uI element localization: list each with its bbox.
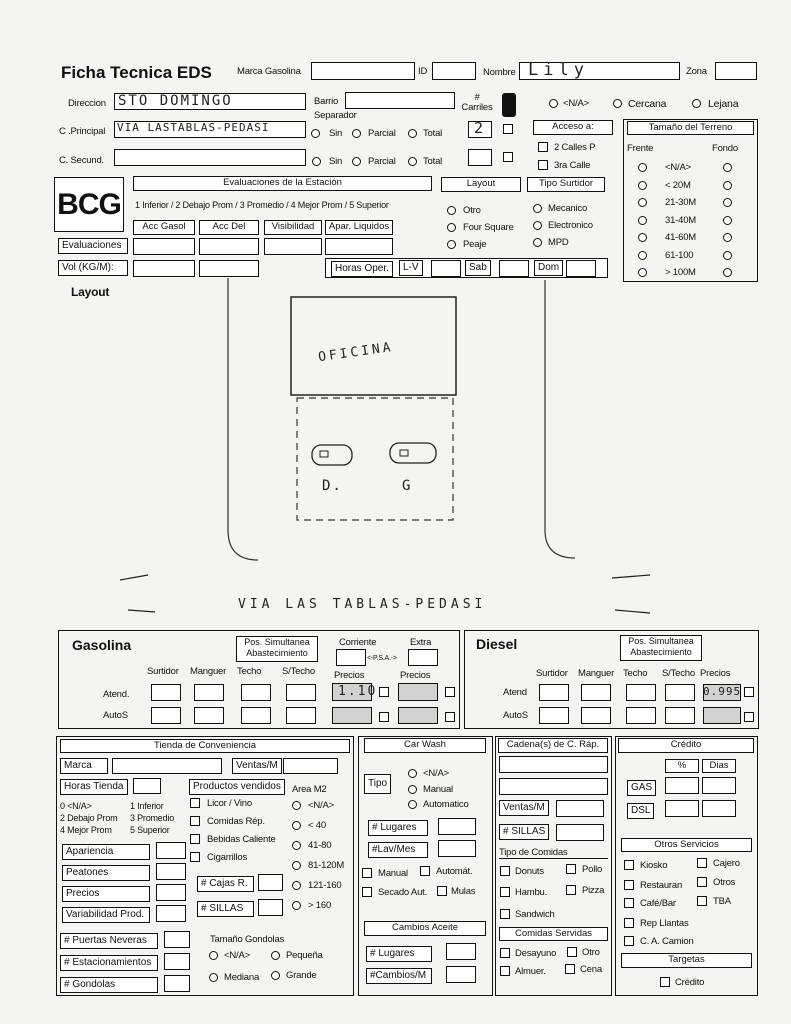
- sep2-total-label: Total: [423, 156, 443, 167]
- nombre-value: Lily: [528, 60, 589, 80]
- targetas-credito-label: Crédito: [675, 977, 705, 988]
- tienda-scale-text: 1 Inferior: [130, 801, 164, 811]
- tienda-row-label: Precios: [62, 886, 150, 902]
- cadena-donuts-check[interactable]: [500, 866, 510, 876]
- otros-serv-label: C. A. Camion: [640, 936, 694, 947]
- cw-manual-radio[interactable]: [408, 785, 417, 794]
- tienda-area-label: 41-80: [308, 840, 332, 851]
- cadena-hambu-check[interactable]: [500, 887, 510, 897]
- gas-atend-label: Atend.: [103, 689, 130, 700]
- cadena-sillas-label: # SILLAS: [499, 824, 549, 840]
- otros-serv-label: Kiosko: [640, 860, 668, 871]
- tienda-scale-text: 0 <N/A>: [60, 801, 92, 811]
- gond-pequena-label: Pequeña: [286, 950, 323, 961]
- tienda-bottom-field[interactable]: [164, 975, 190, 992]
- tienda-area-radio[interactable]: [292, 861, 301, 870]
- otros-serv-check[interactable]: [697, 896, 707, 906]
- horas-label: Horas Oper.: [331, 261, 393, 277]
- terreno-fondo-label: Fondo: [712, 143, 738, 154]
- tienda-bottom-label: # Puertas Neveras: [60, 933, 158, 949]
- tienda-marca-label: Marca: [60, 758, 108, 774]
- cw-autom-check-label: Automát.: [436, 866, 473, 877]
- bcg-logo-text: BCG: [57, 188, 121, 221]
- tienda-row-label: Apariencia: [62, 844, 150, 860]
- tienda-horas-field[interactable]: [133, 778, 161, 794]
- oficina-label: OFICINA: [317, 339, 395, 366]
- barrio-label: Barrio: [314, 96, 339, 107]
- cadena-hambu-label: Hambu.: [515, 887, 548, 898]
- tienda-productos-label: Productos vendidos: [189, 779, 285, 795]
- targetas-title: Targetas: [621, 953, 752, 968]
- gas-extra-label: Extra: [410, 637, 432, 648]
- diesel-title: Diesel: [476, 636, 518, 652]
- sep-total-label: Total: [423, 128, 443, 139]
- tienda-bottom-field[interactable]: [164, 953, 190, 970]
- dsl-atend-field[interactable]: [626, 684, 656, 701]
- credito-dsl-dias[interactable]: [702, 800, 736, 817]
- cadena-pizza-label: Pizza: [582, 885, 605, 896]
- tienda-bottom-label: # Gondolas: [60, 977, 158, 993]
- tipo-opt-label: Mecanico: [548, 203, 588, 214]
- tienda-area-label: < 40: [308, 820, 326, 831]
- tienda-bottom-label: # Estacionamientos: [60, 955, 158, 971]
- credito-dsl-pct[interactable]: [665, 800, 699, 817]
- sep2-parcial-label: Parcial: [368, 156, 396, 167]
- otros-serv-label: Rep Llantas: [640, 918, 689, 929]
- gas-col-label: Manguer: [190, 666, 227, 677]
- csecund-label: C. Secund.: [59, 155, 104, 166]
- cambios-title: Cambios Aceite: [364, 921, 486, 936]
- separador-label: Separador: [314, 110, 357, 121]
- zona-label: Zona: [686, 66, 707, 77]
- ca-lugares-label: # Lugares: [366, 946, 432, 962]
- gas-corriente-field[interactable]: [336, 649, 366, 666]
- otros-serv-label: TBA: [713, 896, 731, 907]
- layout-opt-label: Peaje: [463, 239, 487, 250]
- tienda-sillas-field[interactable]: [258, 899, 283, 916]
- terreno-size-label: <N/A>: [665, 162, 691, 173]
- terreno-size-label: < 20M: [665, 179, 691, 191]
- ca-lugares-field[interactable]: [446, 943, 476, 960]
- cadena-sillas-field[interactable]: [556, 824, 604, 841]
- otros-serv-check[interactable]: [624, 936, 634, 946]
- pump-g-label: G: [402, 478, 413, 494]
- tienda-area-radio[interactable]: [292, 821, 301, 830]
- dist-na-label: <N/A>: [563, 98, 589, 109]
- otros-serv-check[interactable]: [697, 858, 707, 868]
- terreno-size-label: 21-30M: [665, 197, 697, 208]
- gas-extra-precio-autos[interactable]: [398, 707, 438, 724]
- gas-corriente-label: Corriente: [339, 637, 377, 648]
- tienda-marca-field[interactable]: [112, 758, 222, 774]
- cadena-field-1[interactable]: [499, 756, 608, 773]
- eval-row1-label: Evaluaciones: [58, 238, 128, 254]
- tienda-area-label: Area M2: [292, 784, 327, 795]
- gas-extra-field[interactable]: [408, 649, 438, 666]
- cadena-field-2[interactable]: [499, 778, 608, 795]
- tienda-row-field[interactable]: [156, 884, 186, 901]
- cadena-sandwich-check[interactable]: [500, 909, 510, 919]
- eval-scale: 1 Inferior / 2 Debajo Prom / 3 Promedio / 4 Mejor Prom / 5 Superior: [135, 200, 389, 210]
- dsl-pos-label: Pos. Simultanea Abastecimiento: [620, 635, 702, 661]
- terreno-size-label: 31-40M: [665, 214, 697, 226]
- tienda-prod-label: Bebidas Caliente: [207, 834, 276, 845]
- cprincipal-label: C .Principal: [59, 126, 106, 137]
- otros-serv-label: Cajero: [713, 858, 740, 869]
- terreno-title: Tamaño del Terreno: [627, 121, 754, 135]
- horas-sab-label: Sab: [465, 260, 491, 276]
- eval-col-header: Acc Del: [199, 220, 259, 235]
- cadena-sandwich-label: Sandwich: [515, 909, 555, 920]
- dsl-col-label: S/Techo: [662, 668, 695, 679]
- sep-parcial-label: Parcial: [368, 128, 396, 139]
- cw-auto-radio[interactable]: [408, 800, 417, 809]
- cw-na-radio[interactable]: [408, 769, 417, 778]
- tienda-bottom-field[interactable]: [164, 931, 190, 948]
- id-label: ID: [418, 66, 428, 77]
- otros-serv-check[interactable]: [624, 880, 634, 890]
- layout-title: Layout: [441, 177, 521, 192]
- eval-row2-label: Vol (KG/M):: [58, 260, 128, 276]
- gas-atend-field[interactable]: [151, 684, 181, 701]
- terreno-frente-label: Frente: [627, 143, 654, 154]
- gas-atend-field[interactable]: [286, 684, 316, 701]
- gas-col-label: Techo: [237, 666, 262, 677]
- gas-precio-check[interactable]: [379, 687, 389, 697]
- gas-psa-label: <-P.S.A.->: [367, 655, 397, 662]
- serv-cena-label: Cena: [580, 964, 602, 975]
- tienda-scale-text: 2 Debajo Prom: [60, 813, 118, 823]
- cadena-servidas-title: Comidas Servidas: [499, 927, 608, 941]
- serv-desayuno-check[interactable]: [500, 948, 510, 958]
- cw-lugares-label: # Lugares: [368, 820, 428, 836]
- tienda-ventas-label: Ventas/M: [232, 758, 282, 774]
- cw-autom-check[interactable]: [420, 866, 430, 876]
- dsl-autos-field[interactable]: [665, 707, 695, 724]
- tienda-horas-label: Horas Tienda: [60, 779, 128, 795]
- gas-corriente-precio-autos[interactable]: [332, 707, 372, 724]
- credito-gas-label: GAS: [627, 780, 656, 796]
- gas-pos-label: Pos. Simultanea Abastecimiento: [236, 636, 318, 662]
- eval-col-header: Visibilidad: [264, 220, 322, 235]
- gasolina-title: Gasolina: [72, 637, 132, 653]
- cadena-donuts-label: Donuts: [515, 866, 544, 877]
- cw-manual-check[interactable]: [362, 868, 372, 878]
- gas-precios-label: Precios: [334, 670, 365, 681]
- credito-dias-label: Dias: [702, 759, 736, 773]
- dist-lejana-label: Lejana: [708, 98, 739, 110]
- horas-dom-label: Dom: [534, 260, 563, 276]
- otros-serv-check[interactable]: [624, 918, 634, 928]
- terreno-size-label: > 100M: [665, 267, 696, 278]
- tienda-prod-check[interactable]: [190, 798, 200, 808]
- dsl-col-label: Techo: [623, 668, 648, 679]
- tipo-title: Tipo Surtidor: [527, 177, 605, 192]
- gas-autos-field[interactable]: [151, 707, 181, 724]
- carwash-tipo-label: Tipo: [364, 774, 391, 794]
- dist-cercana-label: Cercana: [628, 98, 667, 110]
- tienda-scale-text: 3 Promedio: [130, 813, 175, 823]
- via-label: VIA LAS TABLAS-PEDASI: [238, 597, 487, 612]
- tienda-cajas-field[interactable]: [258, 874, 283, 891]
- credito-dsl-label: DSL: [627, 803, 654, 819]
- dsl-atend-label: Atend: [503, 687, 527, 698]
- tienda-area-radio[interactable]: [292, 841, 301, 850]
- gas-autos-field[interactable]: [241, 707, 271, 724]
- gas-precio-check[interactable]: [445, 687, 455, 697]
- otros-serv-label: Café/Bar: [640, 898, 676, 909]
- eval-col-header: Apar. Liquidos: [325, 220, 393, 235]
- targetas-credito-check[interactable]: [660, 977, 670, 987]
- layout-opt-label: Four Square: [463, 222, 514, 233]
- dsl-autos-label: AutoS: [503, 710, 528, 721]
- cw-secado-label: Secado Aut.: [378, 887, 428, 898]
- dsl-autos-field[interactable]: [581, 707, 611, 724]
- serv-almuer-label: Almuer.: [515, 966, 546, 977]
- tienda-area-label: <N/A>: [308, 800, 334, 811]
- dsl-col-label: Manguer: [578, 668, 615, 679]
- dsl-precio-check[interactable]: [744, 687, 754, 697]
- tipo-opt-label: Electronico: [548, 220, 593, 231]
- eval-title: Evaluaciones de la Estación: [133, 176, 432, 191]
- acceso-3ra-label: 3ra Calle: [554, 160, 591, 171]
- cadena-ventas-label: Ventas/M: [499, 800, 549, 816]
- gond-na-radio[interactable]: [209, 951, 218, 960]
- tienda-row-label: Variabilidad Prod.: [62, 907, 150, 923]
- eval-col-header: Acc Gasol: [133, 220, 195, 235]
- terreno-size-label: 61-100: [665, 249, 694, 261]
- dsl-autos-field[interactable]: [539, 707, 569, 724]
- terreno-size-label: 41-60M: [665, 232, 697, 243]
- gas-precio-check[interactable]: [379, 712, 389, 722]
- layout-section-title: Layout: [71, 285, 110, 299]
- gond-mediana-radio[interactable]: [209, 973, 218, 982]
- nombre-label: Nombre: [483, 67, 516, 78]
- cw-na-label: <N/A>: [423, 768, 449, 779]
- tienda-row-field[interactable]: [156, 863, 186, 880]
- direccion-value: STO DOMINGO: [118, 93, 233, 109]
- form-title: Ficha Tecnica EDS: [61, 63, 212, 82]
- cw-lav-label: #Lav/Mes: [368, 842, 428, 858]
- gond-mediana-label: Mediana: [224, 972, 260, 983]
- otros-serv-check[interactable]: [624, 860, 634, 870]
- gas-atend-field[interactable]: [241, 684, 271, 701]
- tienda-title: Tienda de Conveniencia: [60, 739, 350, 753]
- gond-grande-radio[interactable]: [271, 971, 280, 980]
- dsl-autos-field[interactable]: [703, 707, 741, 724]
- cadena-pizza-check[interactable]: [566, 885, 576, 895]
- cadena-title: Cadena(s) de C. Ráp.: [498, 738, 608, 753]
- dsl-col-label: Surtidor: [536, 668, 568, 679]
- dsl-precio-value: 0.995: [703, 685, 742, 698]
- tienda-prod-check[interactable]: [190, 834, 200, 844]
- tienda-area-label: 81-120M: [308, 860, 345, 871]
- dsl-autos-field[interactable]: [626, 707, 656, 724]
- gond-grande-label: Grande: [286, 970, 317, 981]
- tienda-sillas-label: # SILLAS: [197, 901, 254, 917]
- tienda-row-label: Peatones: [62, 865, 150, 881]
- gas-autos-field[interactable]: [286, 707, 316, 724]
- credito-title: Crédito: [618, 738, 754, 753]
- otros-serv-check[interactable]: [697, 877, 707, 887]
- credito-gas-dias[interactable]: [702, 777, 736, 794]
- serv-otro-label: Otro: [582, 947, 600, 958]
- tienda-gondolas-label: Tamaño Gondolas: [210, 934, 285, 945]
- otros-serv-check[interactable]: [624, 898, 634, 908]
- tienda-area-label: > 160: [308, 900, 332, 911]
- pump-d-label: D.: [322, 478, 343, 494]
- tienda-prod-check[interactable]: [190, 852, 200, 862]
- dsl-atend-field[interactable]: [539, 684, 569, 701]
- ca-cambios-field[interactable]: [446, 966, 476, 983]
- marca-label: Marca Gasolina: [237, 66, 301, 77]
- cw-lugares-field[interactable]: [438, 818, 476, 835]
- tienda-row-field[interactable]: [156, 905, 186, 922]
- tienda-cajas-label: # Cajas R.: [197, 876, 254, 892]
- tienda-area-label: 121-160: [308, 880, 342, 891]
- tienda-scale-text: 5 Superior: [130, 825, 170, 835]
- tienda-area-radio[interactable]: [292, 881, 301, 890]
- cw-manual-check-label: Manual: [378, 868, 408, 879]
- dsl-atend-field[interactable]: [665, 684, 695, 701]
- tipo-opt-label: MPD: [548, 237, 569, 248]
- dsl-atend-field[interactable]: [581, 684, 611, 701]
- carriles-value: 2: [474, 119, 486, 137]
- carriles-label: # Carriles: [461, 92, 493, 113]
- cw-manual-label: Manual: [423, 784, 453, 795]
- tienda-scale-text: 4 Mejor Prom: [60, 825, 112, 835]
- cadena-ventas-field[interactable]: [556, 800, 604, 817]
- serv-otro-check[interactable]: [567, 947, 577, 957]
- direccion-label: Direccion: [68, 98, 106, 109]
- cw-lav-field[interactable]: [438, 840, 476, 857]
- sep-sin-label: Sin: [329, 128, 343, 139]
- gond-pequena-radio[interactable]: [271, 951, 280, 960]
- cw-mulas-check[interactable]: [437, 886, 447, 896]
- tienda-prod-label: Comidas Rép.: [207, 816, 265, 827]
- cw-auto-label: Automatico: [423, 799, 469, 810]
- tienda-row-field[interactable]: [156, 842, 186, 859]
- acceso-title: Acceso a:: [533, 120, 613, 135]
- gas-autos-field[interactable]: [194, 707, 224, 724]
- credito-gas-pct[interactable]: [665, 777, 699, 794]
- gas-col-label: S/Techo: [282, 666, 315, 677]
- tienda-prod-check[interactable]: [190, 816, 200, 826]
- gas-col-label: Surtidor: [147, 666, 179, 677]
- tienda-prod-label: Cigarrillos: [207, 852, 248, 863]
- otros-title: Otros Servicios: [621, 838, 752, 852]
- serv-desayuno-label: Desayuno: [515, 948, 557, 959]
- cadena-pollo-check[interactable]: [566, 864, 576, 874]
- dsl-precio-check[interactable]: [744, 712, 754, 722]
- gas-precio-value: 1.10: [338, 684, 378, 699]
- gas-atend-field[interactable]: [194, 684, 224, 701]
- cadena-pollo-label: Pollo: [582, 864, 603, 875]
- cw-mulas-label: Mulas: [451, 886, 476, 897]
- tienda-area-radio[interactable]: [292, 901, 301, 910]
- tienda-ventas-field[interactable]: [283, 758, 338, 774]
- gond-na-label: <N/A>: [224, 950, 250, 961]
- sep2-sin-label: Sin: [329, 156, 343, 167]
- gas-precio-check[interactable]: [445, 712, 455, 722]
- tienda-area-radio[interactable]: [292, 801, 301, 810]
- cadena-tipo-label: Tipo de Comidas: [499, 847, 608, 859]
- ca-cambios-label: #Cambios/M: [366, 968, 432, 984]
- tienda-prod-label: Licor / Vino: [207, 798, 252, 809]
- gas-autos-label: AutoS: [103, 710, 128, 721]
- horas-lv-label: L-V: [399, 260, 423, 276]
- layout-opt-label: Otro: [463, 205, 481, 216]
- cw-secado-check[interactable]: [362, 887, 372, 897]
- gas-extra-precio[interactable]: [398, 683, 438, 701]
- cprincipal-value: VIA LASTABLAS-PEDASI: [117, 121, 270, 134]
- otros-serv-label: Otros: [713, 877, 736, 888]
- dsl-col-label: Precios: [700, 668, 731, 679]
- gas-precios-label: Precios: [400, 670, 431, 681]
- carwash-title: Car Wash: [364, 738, 486, 753]
- credito-pct-label: %: [665, 759, 699, 773]
- acceso-2calles-label: 2 Calles P: [554, 142, 596, 153]
- serv-cena-check[interactable]: [565, 964, 575, 974]
- otros-serv-label: Restauran: [640, 880, 683, 891]
- serv-almuer-check[interactable]: [500, 966, 510, 976]
